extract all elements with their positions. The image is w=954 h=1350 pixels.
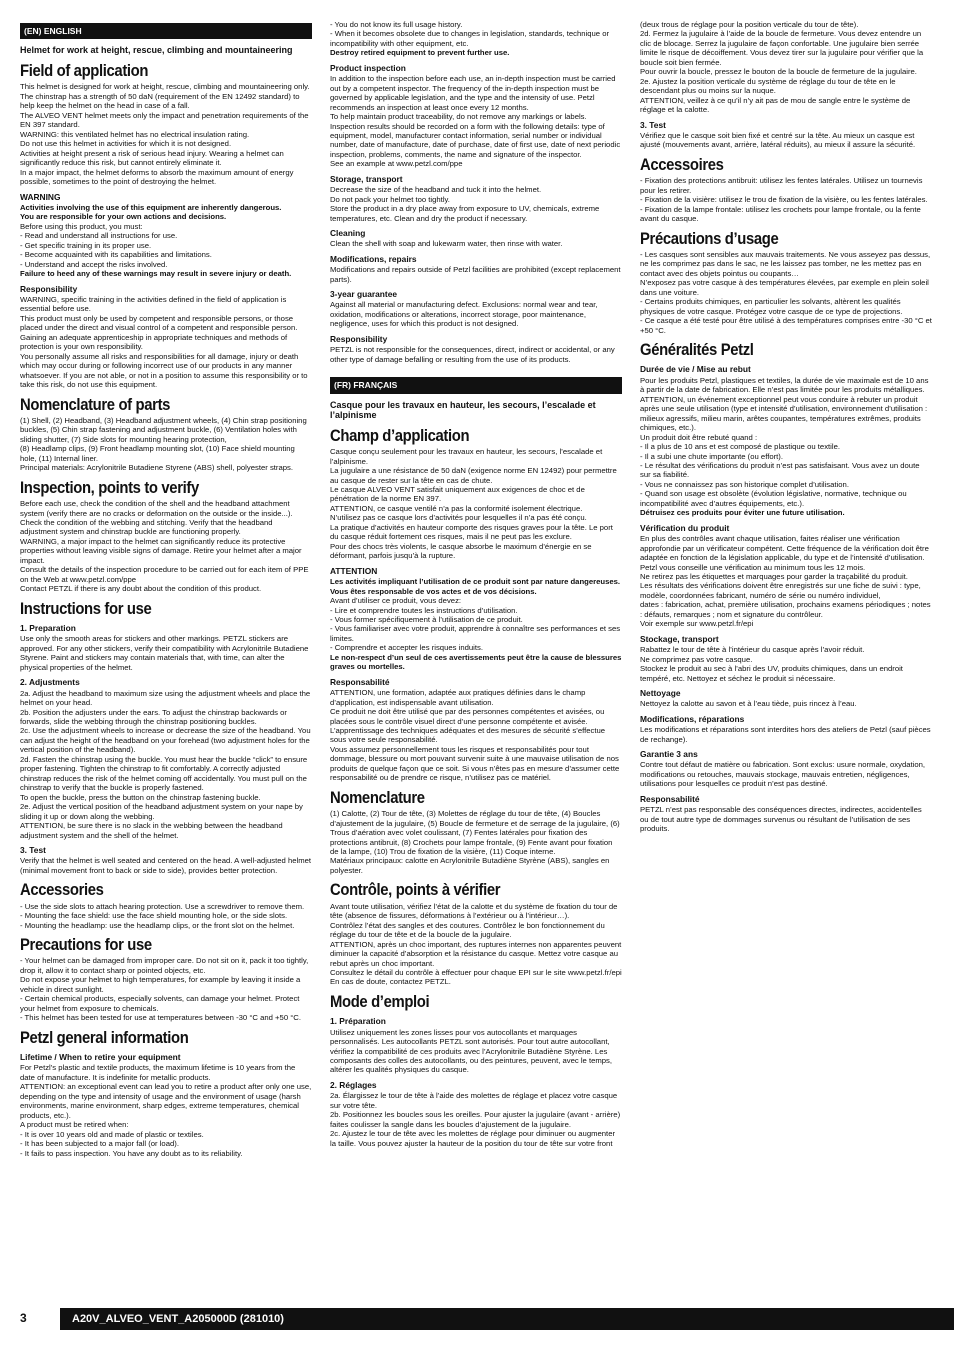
body-paragraph: 2a. Élargissez le tour de tête à l’aide des molettes de réglage et placez votre casque sur votre tête. 2b. Positionnez les boucles sous les oreilles. Pour ajuster la jugulaire (avant - arrière) faites coulisser la sangle dans les boucles d’ajustement de la jugulaire. 2c. Ajustez le tour de tête avec les molettes de réglage pour diminuer ou augmenter la taille. Vous pouvez ajuster la hauteur de la position du tour de tête sur votre front [330,1091,621,1148]
body-paragraph: - Use the side slots to attach hearing protection. Use a screwdriver to remove them. - Mounting the face shield: use the face shield mounting hole, or the side slots. - Mounting the headlamp: use the headlamp clips, or the front slot on the helmet. [20,901,305,930]
body-paragraph: Vérifiez que le casque soit bien fixé et centré sur la tête. Au mieux un casque est ajusté (mouvements avant, arrière, latéral réduits), au mieux il assure la sécurité. [640,131,916,150]
body-paragraph: (1) Shell, (2) Headband, (3) Headband adjustment wheels, (4) Chin strap positioning buckles, (5) Chin strap fastening and adjustment buckle, (6) Ventilation holes with sliding shutter, (7) Side slots for mounting hearing protection, (8) Headlamp clips, (9) Front headlamp mounting slot, (10) Face shield mounting hole, (11) Internal liner. Principal materials: Acrylonitrile Butadiene Styrene (ABS) shell, polyester straps. [20,415,307,473]
body-paragraph: Les modifications et réparations sont interdites hors des ateliers de Petzl (sauf pièces de rechange). [640,725,931,744]
bold-warning: Détruisez ces produits pour éviter une future utilisation. [640,508,845,518]
subsection-heading: Stockage, transport [640,633,719,644]
body-paragraph: 2a. Adjust the headband to maximum size using the adjustment wheels and place the helmet on your head. 2b. Position the adjusters under the ears. To adjust the chinstrap backwards or forwards, slide the webbing through the chinstrap positioning buckles. 2c. Use the adjustment wheels to increase or decrease the size of the headband. You can adjust the height of the headband on your forehead (two adjustment holes for the vertical position of the headband). 2d. Fasten the chinstrap using the buckle. You must hear the buckle “click” to ensure proper fastening. Tighten the chinstrap to fit comfortably. A correctly adjusted chinstrap reduces the risk of the helmet coming off accidentally. You must pull on the chinstrap to verify that the buckle is properly fastened. To open the buckle, press the button on the chinstrap fastening buckle. 2e. Adjust the vertical position of the headband adjustment system on your nape by sliding it up or down along the webbing. ATTENTION, be sure there is no slack in the webbing between the headband adjustment system and the shell of the helmet. [20,688,311,840]
body-paragraph: Pour les produits Petzl, plastiques et textiles, la durée de vie maximale est de 10 ans à partir de la date de fabrication. Elle n’est pas limitée pour les produits métalliques. ATTENTION, un événement exceptionnel peut vous conduire à rebuter un produit après une seule utilisation (type et intensité d’utilisation, environnement d’utilisation : milieux agressifs, milieu marin, arêtes coupantes, températures extrêmes, produits chimiques, etc.). Un produit doit être rebuté quand : - Il a plus de 10 ans et est composé de plastique ou textile. - Il a subi une chute importante (ou effort). - Le résultat des vérifications du produit n’est pas satisfaisant. Vous avez un doute sur sa fiabilité. - Vous ne connaissez pas son historique complet d’utilisation. - Quand son usage est obsolète (évolution législative, normative, technique ou incompatibilité avec d’autres équipements, etc.). [640,375,929,508]
document-code-bar: A20V_ALVEO_VENT_A205000D (281010) [60,1308,954,1330]
bold-warning: Destroy retired equipment to prevent further use. [330,48,510,58]
subsection-heading: ATTENTION [330,565,378,576]
subsection-heading: Garantie 3 ans [640,749,698,760]
section-heading: Nomenclature of parts [20,395,171,414]
section-heading: Precautions for use [20,936,152,955]
body-paragraph: - Les casques sont sensibles aux mauvais traitements. Ne vous asseyez pas dessus, ne les comprimez pas dans le sac, ne les laissez pas tomber, ne les mettez pas en contact avec des objets pointus ou coupants… N’exposez pas votre casque à des températures élevées, par exemple en plein soleil dans une voiture. - Certains produits chimiques, en particulier les solvants, altèrent les qualités physiques de votre casque. Protégez votre casque de ce type de projections. - Ce casque a été testé pour être utilisé à des températures comprises entre -30 °C et +50 °C. [640,249,932,335]
body-paragraph: Against all material or manufacturing defect. Exclusions: normal wear and tear, oxidation, modifications or alterations, incorrect storage, poor maintenance, negligence, uses for which this product is not designed. [330,300,598,329]
bold-warning: Les activités impliquant l’utilisation de ce produit sont par nature dangereuses. Vous êtes responsable de vos actes et de vos décisions. [330,577,621,596]
body-paragraph: - Your helmet can be damaged from improper care. Do not sit on it, pack it too tightly, drop it, allow it to contact sharp or pointed objects, etc. Do not expose your helmet to high temperatures, for example by leaving it inside a vehicle in direct sunlight. - Certain chemical products, especially solvents, can damage your helmet. Protect your helmet from exposure to chemicals. - This helmet has been tested for use at temperatures between -30 °C and +50 °C. [20,956,309,1023]
bold-warning: Le non-respect d’un seul de ces avertissements peut être la cause de blessures graves ou mortelles. [330,652,622,672]
subsection-heading: Lifetime / When to retire your equipment [20,1051,181,1062]
body-paragraph: This helmet is designed for work at height, rescue, climbing and mountaineering only. The chinstrap has a strength of 50 daN (requirement of the EN 12492 standard) to help keep the helmet on the head in case of a fall. The ALVEO VENT helmet meets only the impact and penetration requirements of the EN 397 standard. WARNING: this ventilated helmet has no electrical insulation rating. Do not use this helmet in activities for which it is not designed. Activities at height present a risk of serious head injury. Wearing a helmet can significantly reduce this risk, but cannot entirely eliminate it. In a major impact, the helmet deforms to absorb the maximum amount of energy possible, sometimes to the point of destroying the helmet. [20,82,310,187]
product-subtitle: Helmet for work at height, rescue, climbing and mountaineering [20,45,293,56]
subsection-heading: Storage, transport [330,173,403,184]
body-paragraph: Modifications and repairs outside of Petzl facilities are prohibited (except replacement parts). [330,265,621,284]
body-paragraph: Clean the shell with soap and lukewarm water, then rinse with water. [330,239,563,249]
body-paragraph: WARNING, specific training in the activities defined in the field of application is essential before use. This product must only be used by competent and responsible persons, or those placed under the direct and visual control of a competent and responsible person. Gaining an adequate apprenticeship in appropriate techniques and methods of protection is your own responsibility. You personally assume all risks and responsibilities for all damage, injury or death which may occur during or following incorrect use of our products in any manner whatsoever. If you are not able, or not in a position to assume this responsibility or to take this risk, do not use this equipment. [20,294,308,390]
section-heading: Mode d’emploi [330,992,430,1011]
body-paragraph: - Fixation des protections antibruit: utilisez les fentes latérales. Utilisez un tournevis pour les retirer. - Fixation de la visière: utilisez le trou de fixation de la visière, ou les fentes latérales. - Fixation de la lampe frontale: utilisez les crochets pour lampe frontale, ou la fente avant du casque. [640,176,928,224]
subsection-heading: Durée de vie / Mise au rebut [640,364,751,375]
language-bar: (FR) FRANÇAIS [330,377,622,393]
section-heading: Instructions for use [20,599,152,618]
subsection-heading: 1. Preparation [20,623,76,634]
subsection-heading: 2. Adjustments [20,677,80,688]
subsection-heading: Responsibility [330,333,388,344]
section-heading: Nomenclature [330,788,425,807]
product-subtitle: Casque pour les travaux en hauteur, les secours, l’escalade et l’alpinisme [330,399,596,421]
body-paragraph: Before each use, check the condition of the shell and the headband attachment system (verify there are no cracks or deformation on the outside or the inside...). Check the condition of the webbing and stitching. Verify that the headband adjustment system and chinstrap buckle are functioning properly. WARNING, a major impact to the helmet can significantly reduce its protective properties without leaving visible signs of damage. Retire your helmet after a major impact. Consult the details of the inspection procedure to be carried out for each item of PPE on the Web at www.petzl.com/ppe Contact PETZL if there is any doubt about the condition of this product. [20,499,309,594]
body-paragraph: PETZL is not responsible for the consequences, direct, indirect or accidental, or any other type of damage befalling or resulting from the use of its products. [330,345,615,364]
subsection-heading: Nettoyage [640,688,681,699]
subsection-heading: 1. Préparation [330,1016,386,1027]
body-paragraph: Utilisez uniquement les zones lisses pour vos autocollants et marquages personnalisés. Les autocollants PETZL sont autorisés. Pour tout autre autocollant, vérifiez la compatibilité de ces produits avec l’Acrylonitrile Butadiène Styrène. Les composants des colles des autocollants, ou des peintures, peuvent, avec le temps, altérer les qualités physiques du casque. [330,1027,613,1075]
body-paragraph: Avant toute utilisation, vérifiez l’état de la calotte et du système de fixation du tour de tête (absence de fissures, déformations à l’extérieur ou à l’intérieur…). Contrôlez l’état des sangles et des coutures. Contrôlez le bon fonctionnement du réglage du tour de tête et de la boucle de la jugulaire. ATTENTION, après un choc important, des ruptures internes non apparentes peuvent diminuer la capacité d’absorption et la résistance du casque. Mettez votre casque au rebut après un choc important. Consultez le détail du contrôle à effectuer pour chaque EPI sur le site www.petzl.fr/epi En cas de doute, contactez PETZL. [330,901,622,987]
section-heading: Précautions d’usage [640,229,779,248]
section-heading: Contrôle, points à vérifier [330,881,501,900]
english-french-column-2 [330,20,622,1148]
subsection-heading: WARNING [20,191,61,202]
subsection-heading: Responsabilité [330,676,390,687]
page-number: 3 [20,1311,27,1325]
subsection-heading: Vérification du produit [640,522,730,533]
spacer [330,364,622,374]
body-paragraph: For Petzl's plastic and textile products, the maximum lifetime is 10 years from the date of manufacture. It is indefinite for metallic products. ATTENTION: an exceptional event can lead you to retire a product after only one use, depending on the type and intensity of usage and the environment of usage (harsh environments, marine environment, sharp edges, extreme temperatures, chemical products, etc.). A product must be retired when: - It is over 10 years old and made of plastic or textiles. - It has been subjected to a major fall (or load). - It fails to pass inspection. You have any doubt as to its reliability. [20,1063,312,1158]
body-paragraph: Decrease the size of the headband and tuck it into the helmet. Do not pack your helmet too tightly. Store the product in a dry place away from exposure to UV, chemicals, extreme temperatures, etc. Clean and dry the product if necessary. [330,185,600,223]
section-heading: Accessoires [640,155,724,174]
body-paragraph: Before using this product, you must: - Read and understand all instructions for use. - Get specific training in its proper use. - Become acquainted with its capabilities and limitations. - Understand and accept the risks involved. [20,221,212,269]
section-heading: Généralités Petzl [640,341,754,360]
bold-warning: Activities involving the use of this equipment are inherently dangerous. You are responsible for your own actions and decisions. [20,202,282,222]
section-heading: Inspection, points to verify [20,478,199,497]
subsection-heading: Modifications, réparations [640,713,745,724]
body-paragraph: Nettoyez la calotte au savon et à l’eau tiède, puis rincez à l’eau. [640,699,857,709]
english-column-1 [20,20,312,1158]
body-paragraph: In addition to the inspection before each use, an in-depth inspection must be carried out by a competent inspector. The frequency of the in-depth inspection must be governed by applicable legislation, and the type and the intensity of use. Petzl recommends an inspection at least once every 12 months. To help maintain product traceability, do not remove any markings or labels. Inspection results should be recorded on a form with the following details: type of equipment, model, manufacturer contact information, serial number or individual number, date of manufacture, date of purchase, date of first use, date of next periodic inspection, problems, comments, the name and signature of the inspector. See an example at www.petzl.com/ppe [330,74,621,169]
section-heading: Champ d’application [330,426,470,445]
subsection-heading: 3-year guarantee [330,289,398,300]
body-paragraph: PETZL n’est pas responsable des conséquences directes, indirectes, accidentelles ou de tout autre type de dommages survenus ou résultant de l’utilisation de ses produits. [640,805,922,834]
body-paragraph: En plus des contrôles avant chaque utilisation, faites réaliser une vérification approfondie par un vérificateur compétent. Cette fréquence de la vérification doit être adaptée en fonction de la législation applicable, du type et de l’intensité d’utilisation. Petzl vous conseille une vérification au minimum tous les 12 mois. Ne retirez pas les étiquettes et marquages pour garder la traçabilité du produit. Les résultats des vérifications doivent être enregistrés sur une fiche de suivi : type, modèle, coordonnées fabricant, numéro de série ou numéro individuel, dates : fabrication, achat, première utilisation, prochains examens périodiques ; notes : défauts, remarques ; nom et signature du contrôleur. Voir exemple sur www.petzl.fr/epi [640,534,931,629]
subsection-heading: Responsibility [20,283,78,294]
body-paragraph: (1) Calotte, (2) Tour de tête, (3) Molettes de réglage du tour de tête, (4) Boucles d’ajustement de la jugulaire, (5) Boucle de fermeture et de serrage de la jugulaire, (6) Trous d’aération avec volet coulissant, (7) Fentes latérales pour fixation des protections antibruit, (8) Crochets pour lampe frontale, (9) Fente avant pour fixation de la lampe, (10) Trou de fixation de la visière, (11) Coque interne. Matériaux principaux: calotte en Acrylonitrile Butadiène Styrène (ABS), sangles en polyester. [330,809,620,875]
language-bar: (EN) ENGLISH [20,23,312,39]
subsection-heading: Responsabilité [640,793,700,804]
body-paragraph: - You do not know its full usage history. - When it becomes obsolete due to changes in legislation, standards, technique or incompatibility with other equipment, etc. [330,20,610,48]
french-column-3 [640,20,932,834]
body-paragraph: Avant d’utiliser ce produit, vous devez: - Lire et comprendre toutes les instructions d’utilisation. - Vous former spécifiquement à l’utilisation de ce produit. - Vous familiariser avec votre produit, apprendre à connaître ses performances et ses limites. - Comprendre et accepter les risques induits. [330,596,621,653]
subsection-heading: 3. Test [640,119,666,130]
subsection-heading: Product inspection [330,62,406,73]
section-heading: Petzl general information [20,1028,189,1047]
body-paragraph: Rabattez le tour de tête à l’intérieur du casque après l’avoir réduit. Ne comprimez pas votre casque. Stockez le produit au sec à l’abri des UV, produits chimiques, dans un endroit tempéré, etc. Nettoyez et séchez le produit si nécessaire. [640,645,903,683]
body-paragraph: (deux trous de réglage pour la position verticale du tour de tête). 2d. Fermez la jugulaire à l’aide de la boucle de fermeture. Vous devez entendre un clic de blocage. Serrez la jugulaire de façon confortable. Une jugulaire bien serrée limite le risque de décoiffement. Vous devez tirer sur la jugulaire pour vérifier que la boucle soit bien fermée. Pour ouvrir la boucle, pressez le bouton de la boucle de fermeture de la jugulaire. 2e. Ajustez la position verticale du système de réglage du tour de tête en le descendant plus ou moins sur la nuque. ATTENTION, veillez à ce qu’il n’y ait pas de mou de sangle entre le système de réglage et la calotte. [640,20,924,115]
body-paragraph: Casque conçu seulement pour les travaux en hauteur, les secours, l’escalade et l’alpinisme. La jugulaire a une résistance de 50 daN (exigence norme EN 12492) pour permettre au casque de rester sur la tête en cas de chute. Le casque ALVEO VENT satisfait uniquement aux exigences de choc et de pénétration de la norme EN 397. ATTENTION, ce casque ventilé n’a pas la conformité isolement électrique. N’utilisez pas ce casque lors d’activités pour lesquelles il n’a pas été conçu. La pratique d’activités en hauteur comporte des risques graves pour la tête. Le port du casque réduit fortement ces risques, mais il ne peut pas les exclure. Pour des chocs très violents, le casque absorbe le maximum d’énergie en se déformant, parfois jusqu’à la rupture. [330,447,617,561]
body-paragraph: Use only the smooth areas for stickers and other markings. PETZL stickers are approved. For any other stickers, verify their compatibility with Acrylonitrile Butadiene Styrene. Paint and stickers may contain materials that, with time, can alter the physical properties of the helmet. [20,634,309,672]
section-heading: Accessories [20,881,104,900]
subsection-heading: 2. Réglages [330,1079,377,1090]
subsection-heading: Modifications, repairs [330,253,417,264]
body-paragraph: Verify that the helmet is well seated and centered on the head. A well-adjusted helmet (minimal movement front to back or side to side), provides better protection. [20,856,312,875]
body-paragraph: ATTENTION, une formation, adaptée aux pratiques définies dans le champ d’application, est indispensable avant utilisation. Ce produit ne doit être utilisé que par des personnes compétentes et avisées, ou placées sous le contrôle visuel direct d’une personne compétente et avisée. L’apprentissage des techniques adéquates et des mesures de sécurité s’effectue sous votre seule responsabilité. Vous assumez personnellement tous les risques et responsabilités pour tout dommage, blessure ou mort pouvant survenir suite à une mauvaise utilisation de nos produits de quelque façon que ce soit. Si vous n’êtes pas en mesure d’assumer cette responsabilité ou de prendre ce risque, n’utilisez pas ce matériel. [330,688,620,783]
page-footer [20,1308,954,1330]
subsection-heading: 3. Test [20,845,46,856]
section-heading: Field of application [20,62,149,81]
bold-warning: Failure to heed any of these warnings may result in severe injury or death. [20,269,292,279]
subsection-heading: Cleaning [330,228,366,239]
body-paragraph: Contre tout défaut de matière ou fabrication. Sont exclus: usure normale, oxydation, modifications ou retouches, mauvais stockage, mauvais entretien, négligences, utilisations pour lesquelles ce produit n’est pas destiné. [640,760,926,789]
